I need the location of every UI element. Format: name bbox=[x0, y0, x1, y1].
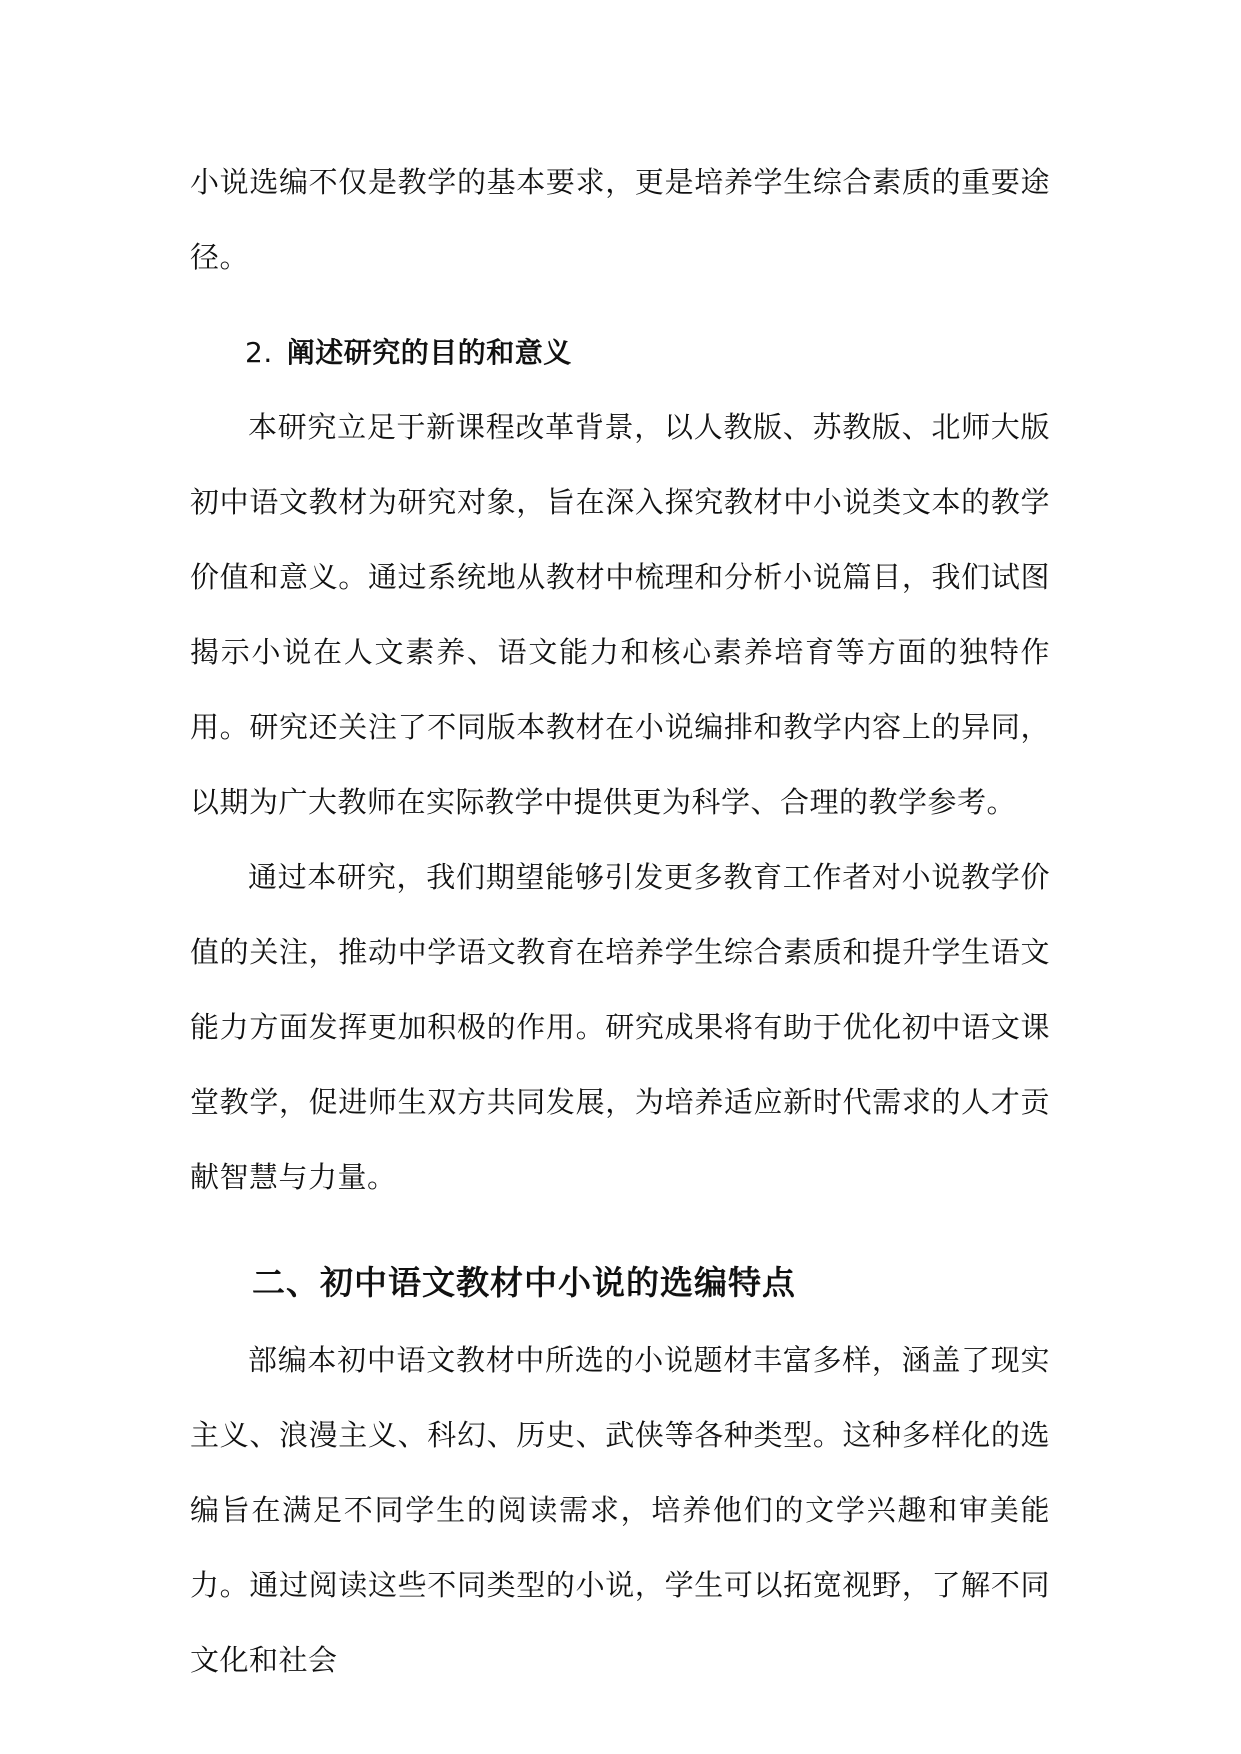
document-body bbox=[190, 145, 1050, 1698]
paragraph-continuation: 小说选编不仅是教学的基本要求，更是培养学生综合素质的重要途径。 bbox=[190, 165, 1050, 274]
section-heading: 二、初中语文教材中小说的选编特点 bbox=[252, 1263, 796, 1302]
paragraph-research-significance: 通过本研究，我们期望能够引发更多教育工作者对小说教学价值的关注，推动中学语文教育在培养学生综合素质和提升学生语文能力方面发挥更加积极的作用。研究成果将有助于优化初中语文课堂教学，促进师生双方共同发展，为培养适应新时代需求的人才贡献智慧与力量。 bbox=[190, 860, 1050, 1194]
subsection-number: 2. bbox=[245, 336, 273, 369]
paragraph-selection-features: 部编本初中语文教材中所选的小说题材丰富多样，涵盖了现实主义、浪漫主义、科幻、历史、武侠等各种类型。这种多样化的选编旨在满足不同学生的阅读需求，培养他们的文学兴趣和审美能力。通过阅读这些不同类型的小说，学生可以拓宽视野，了解不同文化和社会 bbox=[190, 1343, 1050, 1677]
paragraph-research-purpose: 本研究立足于新课程改革背景，以人教版、苏教版、北师大版初中语文教材为研究对象，旨在深入探究教材中小说类文本的教学价值和意义。通过系统地从教材中梳理和分析小说篇目，我们试图揭示小说在人文素养、语文能力和核心素养培育等方面的独特作用。研究还关注了不同版本教材在小说编排和教学内容上的异同，以期为广大教师在实际教学中提供更为科学、合理的教学参考。 bbox=[190, 410, 1050, 819]
subsection-title: 阐述研究的目的和意义 bbox=[286, 336, 572, 369]
subsection-heading bbox=[190, 315, 1050, 390]
